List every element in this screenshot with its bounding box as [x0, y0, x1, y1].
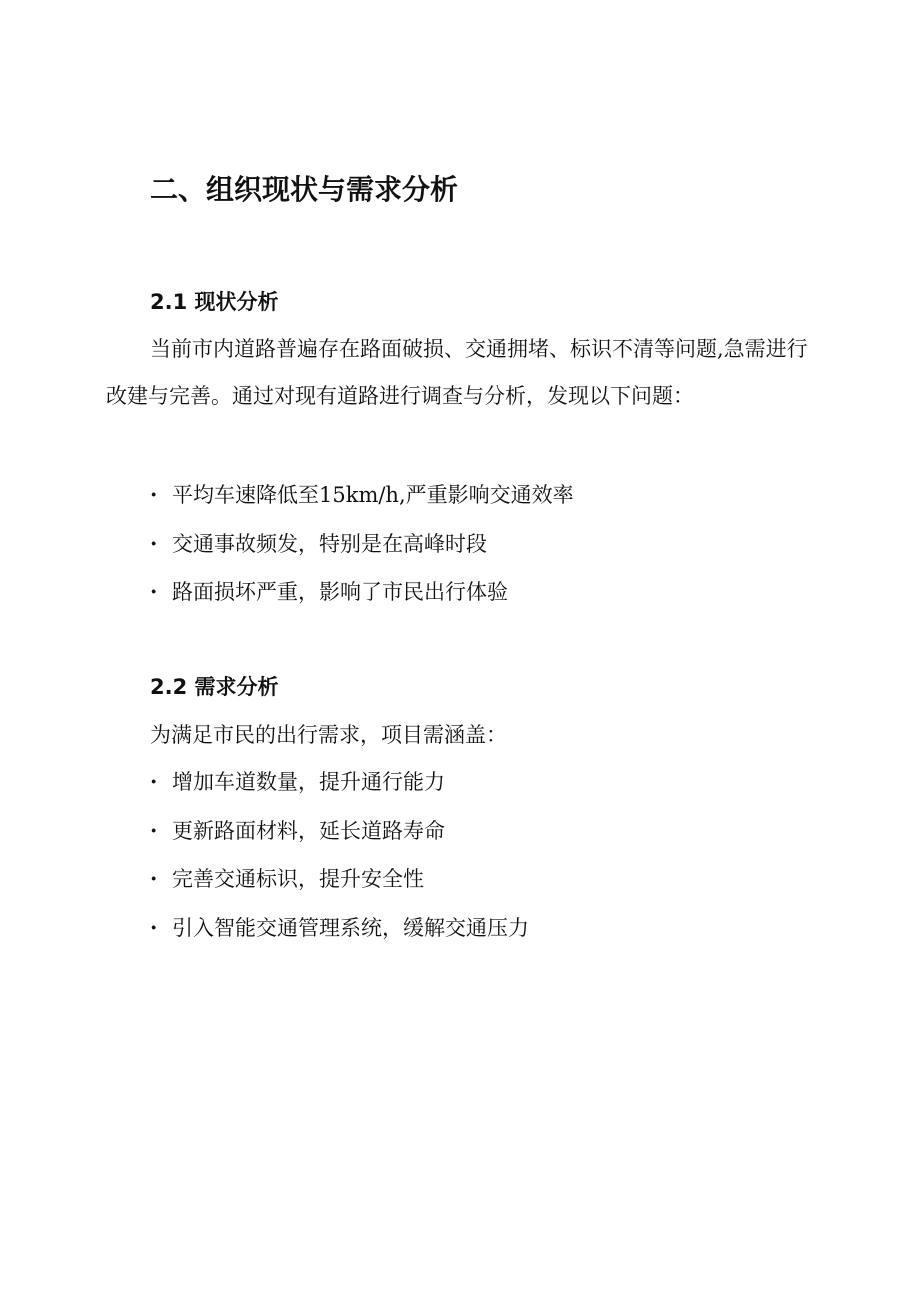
bullet-icon: ·: [150, 914, 158, 940]
requirements-intro-text: 为满足市民的出行需求，项目需涵盖：: [150, 723, 507, 747]
current-status-paragraph-text: 当前市内道路普遍存在路面破损、交通拥堵、标识不清等问题,急需进行改建与完善。通过对现有道路进行调查与分析，发现以下问题：: [106, 337, 808, 408]
list-item: [150, 855, 529, 904]
list-item-text: 平均车速降低至15km/h,严重影响交通效率: [172, 483, 574, 507]
bullet-icon: ·: [150, 866, 158, 891]
list-item-text: 路面损坏严重，影响了市民出行体验: [172, 580, 508, 604]
bullet-icon: ·: [150, 817, 158, 843]
list-item: [150, 807, 529, 856]
list-item-text: 完善交通标识，提升安全性: [172, 867, 424, 891]
list-item: [150, 568, 574, 617]
bullet-icon: ·: [150, 579, 158, 604]
section-heading-current-status: 2.1 现状分析: [150, 290, 279, 314]
list-item-text: 引入智能交通管理系统，缓解交通压力: [172, 915, 529, 940]
bullet-icon: ·: [150, 769, 158, 794]
bullet-icon: ·: [150, 530, 158, 556]
list-item: [150, 904, 529, 953]
requirements-list: [150, 758, 529, 952]
list-item: [150, 758, 529, 807]
list-item-text: 交通事故频发，特别是在高峰时段: [172, 531, 487, 556]
current-status-issue-list: [150, 471, 574, 617]
list-item: [150, 471, 574, 520]
section-heading-requirements: 2.2 需求分析: [150, 675, 279, 699]
list-item-text: 更新路面材料，延长道路寿命: [172, 818, 445, 843]
chapter-title: 二、组织现状与需求分析: [150, 173, 459, 206]
bullet-icon: ·: [150, 482, 158, 507]
current-status-paragraph: [106, 326, 822, 420]
list-item: [150, 520, 574, 569]
list-item-text: 增加车道数量，提升通行能力: [172, 770, 445, 794]
